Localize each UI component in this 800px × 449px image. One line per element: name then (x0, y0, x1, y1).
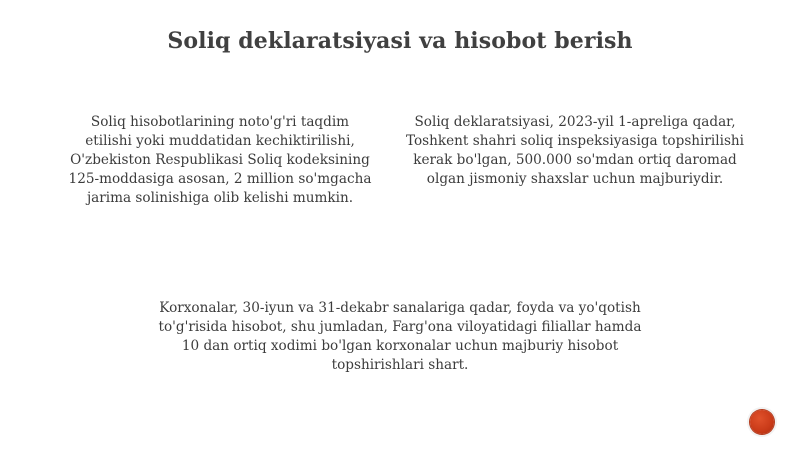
circle-nav-icon (750, 410, 774, 434)
slide-title: Soliq deklaratsiyasi va hisobot berish (167, 28, 633, 54)
text-block-declaration: Soliq deklaratsiyasi, 2023-yil 1-apreliga qadar, Toshkent shahri soliq inspeksiyasiga topshirilishi kerak bo'lgan, 500.000 so'mdan ortiq daromad olgan jismoniy shaxslar uchun majburiydir. (405, 114, 745, 187)
slide-nav-button[interactable] (747, 407, 777, 437)
text-block-companies: Korxonalar, 30-iyun va 31-dekabr sanalariga qadar, foyda va yo'qotish to'g'risida hisobot, shu jumladan, Farg'ona viloyatidagi filiallar hamda 10 dan ortiq xodimi bo'lgan korxonalar uchun majburiy hisobot topshirishlari shart. (158, 300, 642, 373)
text-block-penalties: Soliq hisobotlarining noto'g'ri taqdim etilishi yoki muddatidan kechiktirilishi, O'zbekiston Respublikasi Soliq kodeksining 125-moddasiga asosan, 2 million so'mgacha jarima solinishiga olib kelishi mumkin. (68, 114, 372, 206)
